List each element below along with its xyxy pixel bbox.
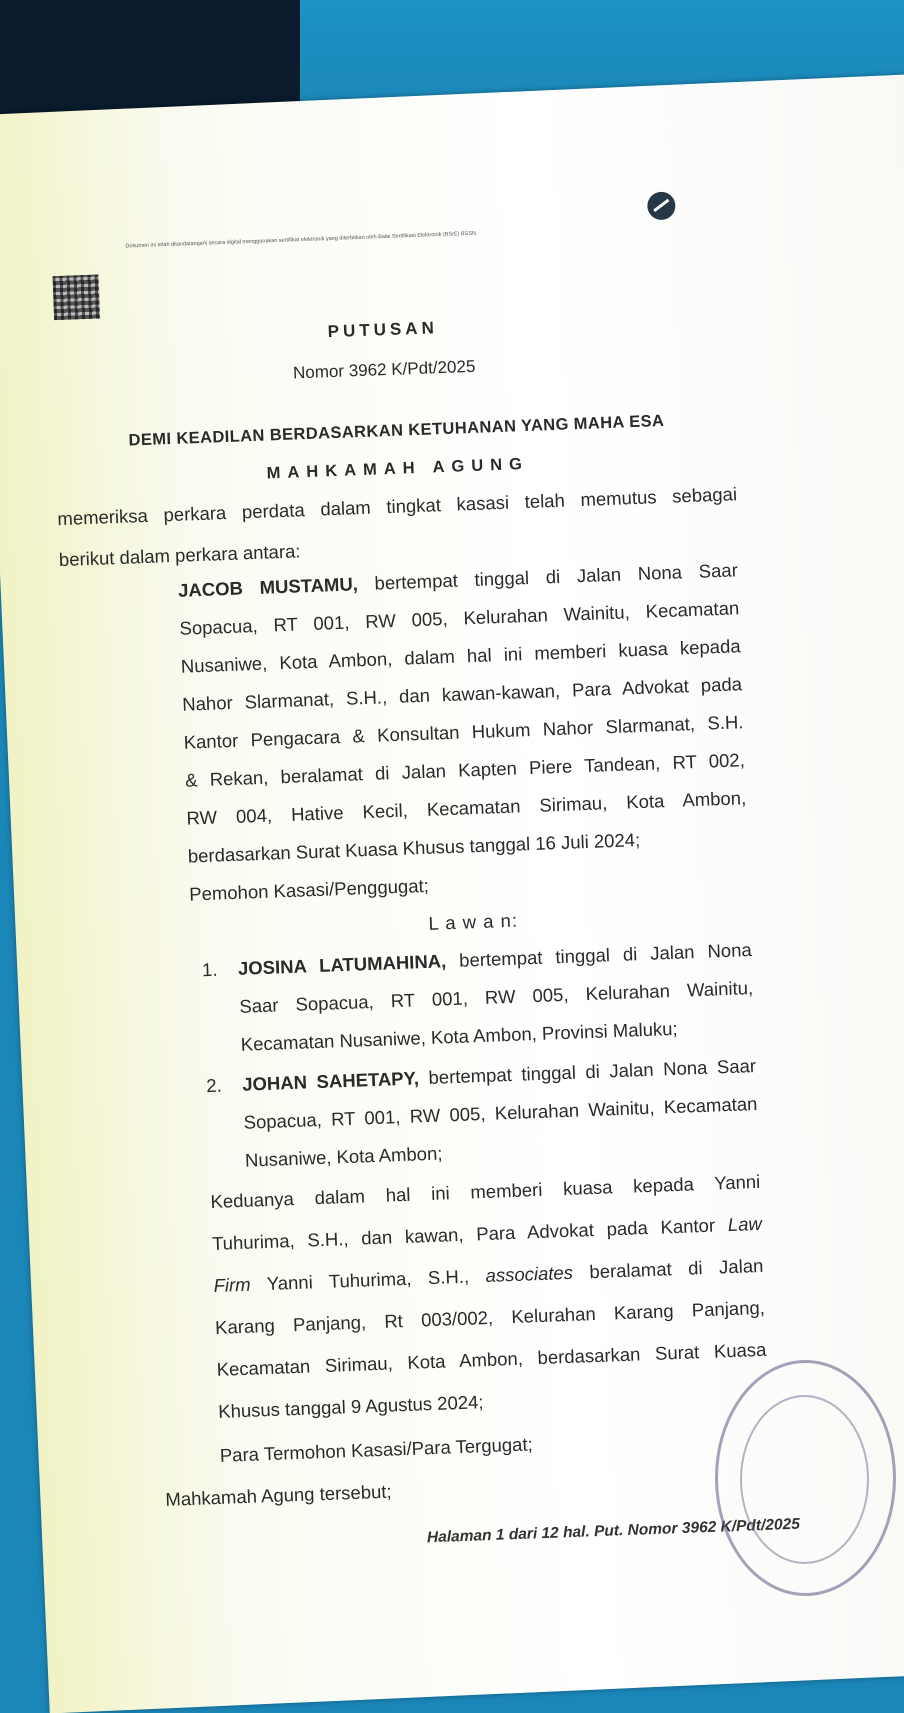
versus-label: L a w a n: bbox=[428, 909, 519, 934]
respondent-number: 2. bbox=[205, 1074, 223, 1097]
counsel-line: Khusus tanggal 9 Agustus 2024; bbox=[217, 1391, 484, 1422]
respondent-2-name: JOHAN SAHETAPY, bbox=[241, 1067, 420, 1095]
appellant-line: & Rekan, beralamat di Jalan Kapten Piere Tandean, RT 002, bbox=[184, 749, 746, 791]
qr-code-icon bbox=[53, 275, 101, 321]
intro-line-2: berikut dalam perkara antara: bbox=[58, 540, 301, 571]
court-name: MAHKAMAH AGUNG bbox=[266, 454, 530, 483]
court-seal-inner-ring bbox=[740, 1395, 869, 1564]
respondent-number: 1. bbox=[201, 958, 218, 981]
counsel-line-3-end: beralamat di Jalan bbox=[572, 1254, 764, 1283]
appellant-line-1 bbox=[178, 559, 738, 602]
appellant-name: JACOB MUSTAMU, bbox=[177, 573, 359, 601]
heading: DEMI KEADILAN BERDASARKAN KETUHANAN YANG MAHA ESA bbox=[128, 411, 665, 450]
intro-line-1: memeriksa perkara perdata dalam tingkat kasasi telah memutus sebagai bbox=[57, 483, 738, 530]
respondent-2-line: Sopacua, RT 001, RW 005, Kelurahan Wainitu, Kecamatan bbox=[243, 1092, 758, 1133]
counsel-line bbox=[213, 1255, 763, 1297]
bsre-logo-icon bbox=[647, 191, 676, 220]
counsel-role: Para Termohon Kasasi/Para Tergugat; bbox=[219, 1433, 534, 1466]
appellant-line: Nahor Slarmanat, S.H., dan kawan-kawan, Para Advokat pada bbox=[181, 673, 743, 715]
esign-note: Dokumen ini telah ditandatangani secara digital menggunakan sertifikat elektronik yang diterbitkan oleh Balai Sertifikasi Elektronik (BSrE) BSSN. bbox=[125, 230, 478, 250]
document-title: PUTUSAN bbox=[327, 318, 439, 342]
counsel-line bbox=[212, 1213, 762, 1255]
appellant-line: Nusaniwe, Kota Ambon, dalam hal ini memberi kuasa kepada bbox=[180, 635, 741, 677]
counsel-firm-italic: Firm bbox=[213, 1273, 251, 1296]
respondent-1-line-1 bbox=[238, 939, 752, 980]
respondent-2-line-1 bbox=[242, 1055, 756, 1096]
respondent-1-line-1-text: bertempat tinggal di Jalan Nona bbox=[445, 939, 753, 972]
closing-line: Mahkamah Agung tersebut; bbox=[165, 1480, 392, 1510]
respondent-2-line: Nusaniwe, Kota Ambon; bbox=[244, 1142, 443, 1171]
counsel-line: Karang Panjang, Rt 003/002, Kelurahan Karang Panjang, bbox=[214, 1296, 766, 1338]
respondent-1-line: Kecamatan Nusaniwe, Kota Ambon, Provinsi Maluku; bbox=[240, 1017, 678, 1055]
case-number: Nomor 3962 K/Pdt/2025 bbox=[292, 356, 476, 383]
counsel-associates-italic: associates bbox=[485, 1261, 574, 1287]
counsel-line-2-italic: Law bbox=[727, 1212, 763, 1236]
appellant-line: Sopacua, RT 001, RW 005, Kelurahan Wainitu, Kecamatan bbox=[179, 597, 740, 639]
respondent-2-line-1-text: bertempat tinggal di Jalan Nona Saar bbox=[418, 1054, 757, 1089]
appellant-role: Pemohon Kasasi/Penggugat; bbox=[188, 874, 430, 905]
respondent-1-line: Saar Sopacua, RT 001, RW 005, Kelurahan Wainitu, bbox=[239, 977, 754, 1017]
counsel-line-2-text: Tuhurima, S.H., dan kawan, Para Advokat pada Kantor bbox=[211, 1214, 729, 1255]
appellant-line: berdasarkan Surat Kuasa Khusus tanggal 16 Juli 2024; bbox=[187, 829, 641, 867]
appellant-line-1-text: bertempat tinggal di Jalan Nona Saar bbox=[357, 559, 739, 595]
counsel-line: Keduanya dalam hal ini memberi kuasa kepada Yanni bbox=[210, 1170, 761, 1213]
appellant-line: RW 004, Hative Kecil, Kecamatan Sirimau, Kota Ambon, bbox=[186, 787, 747, 829]
respondent-1-name: JOSINA LATUMAHINA, bbox=[237, 950, 447, 979]
page-footer: Halaman 1 dari 12 hal. Put. Nomor 3962 K/Pdt/2025 bbox=[426, 1515, 801, 1547]
counsel-line-3-text: Yanni Tuhurima, S.H., bbox=[250, 1265, 486, 1295]
counsel-line: Kecamatan Sirimau, Kota Ambon, berdasarkan Surat Kuasa bbox=[216, 1338, 767, 1380]
appellant-line: Kantor Pengacara & Konsultan Hukum Nahor Slarmanat, S.H. bbox=[183, 711, 744, 753]
